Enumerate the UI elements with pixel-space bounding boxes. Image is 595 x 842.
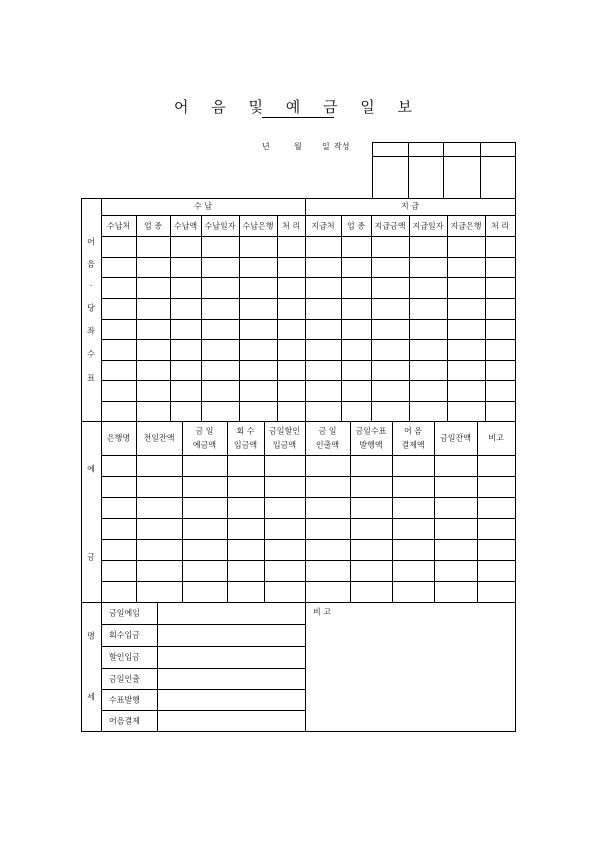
section2-column-header: 은행명 bbox=[106, 433, 131, 443]
approval-box-top bbox=[372, 142, 516, 143]
section2-column-header: 어 음 bbox=[404, 426, 422, 436]
section2-row-line bbox=[101, 539, 516, 540]
approval-box-line bbox=[408, 142, 409, 199]
section1-side-label-char: 수 bbox=[87, 349, 95, 359]
section2-top-line bbox=[81, 421, 516, 422]
section2-row-line bbox=[101, 518, 516, 519]
section2-column-header: 금일할인 bbox=[269, 426, 300, 436]
section2-column-line bbox=[305, 421, 306, 603]
section1-side-label-char: · bbox=[89, 281, 93, 291]
section2-column-header: 인출액 bbox=[315, 440, 340, 450]
receipt-column-header: 수납액 bbox=[173, 221, 198, 230]
section1-column-line bbox=[447, 215, 448, 422]
section1-row-line bbox=[101, 257, 516, 258]
section3-remarks-label: 비 고 bbox=[313, 607, 331, 617]
section3-row-label: 금일예입 bbox=[109, 608, 140, 618]
section2-column-line bbox=[264, 421, 265, 603]
receipt-column-header: 처 리 bbox=[282, 221, 300, 230]
section2-column-line bbox=[182, 421, 183, 603]
payment-column-header: 지급금액 bbox=[374, 221, 406, 230]
section2-column-line bbox=[434, 421, 435, 603]
section1-column-line bbox=[341, 215, 342, 422]
receipt-group-label: 수 납 bbox=[194, 201, 212, 211]
section3-row-label: 할인입금 bbox=[109, 652, 140, 662]
section2-column-header: 예금액 bbox=[192, 440, 217, 450]
section1-row-line bbox=[101, 339, 516, 340]
section2-side-label-char: 금 bbox=[87, 552, 95, 562]
date-year-label: 년 bbox=[262, 142, 270, 151]
payment-column-header: 처 리 bbox=[491, 221, 509, 230]
section3-row-line bbox=[101, 710, 306, 711]
section3-label-column-line bbox=[157, 602, 158, 732]
section3-row-line bbox=[101, 646, 306, 647]
section2-column-header: 회 수 bbox=[236, 426, 255, 436]
section2-row-line bbox=[101, 455, 516, 456]
section3-row-label: 수표발행 bbox=[109, 695, 140, 704]
section2-row-line bbox=[101, 581, 516, 582]
form-right-border bbox=[515, 198, 516, 732]
section2-column-line bbox=[227, 421, 228, 603]
section2-column-header: 비고 bbox=[488, 433, 504, 443]
section3-remarks-divider bbox=[305, 602, 306, 732]
section1-side-label-char: 당 bbox=[87, 303, 95, 313]
section3-row-line bbox=[101, 689, 306, 690]
section1-side-label-char: 표 bbox=[87, 373, 95, 383]
section2-column-line bbox=[477, 421, 478, 603]
payment-column-header: 지급은행 bbox=[450, 221, 482, 230]
date-day-label: 일 bbox=[322, 142, 330, 151]
receipt-column-header: 수납처 bbox=[106, 221, 131, 230]
section1-side-label-char: 좌 bbox=[87, 326, 95, 336]
date-written-label: 작성 bbox=[334, 142, 350, 151]
section2-column-line bbox=[392, 421, 393, 603]
approval-box-line bbox=[372, 142, 373, 199]
section1-side-label-char: 어 bbox=[87, 237, 95, 247]
section2-row-line bbox=[101, 560, 516, 561]
section3-row-label: 금일인출 bbox=[109, 674, 140, 683]
section2-column-header: 입금액 bbox=[233, 440, 258, 450]
section1-row-line bbox=[101, 360, 516, 361]
payment-column-header: 지급일자 bbox=[412, 221, 444, 230]
section2-column-header: 금 일 bbox=[195, 426, 214, 436]
section3-row-label: 회수입금 bbox=[109, 630, 140, 640]
title-underline bbox=[262, 117, 334, 118]
section1-group-header-line bbox=[101, 215, 516, 216]
section3-side-label-char: 명 bbox=[87, 631, 95, 641]
section1-row-line bbox=[101, 298, 516, 299]
section1-column-line bbox=[136, 215, 137, 422]
section2-column-line bbox=[136, 421, 137, 603]
section3-row-line bbox=[101, 668, 306, 669]
approval-box-line bbox=[480, 142, 481, 199]
section1-side-label-char: 음 bbox=[87, 259, 95, 269]
section3-row-label: 어음결제 bbox=[109, 716, 140, 725]
form-left-border bbox=[81, 198, 82, 732]
section1-row-line bbox=[101, 380, 516, 381]
form-bottom-border bbox=[81, 731, 516, 732]
section3-side-label-char: 세 bbox=[87, 692, 95, 702]
section1-column-line bbox=[239, 215, 240, 422]
approval-box-divider bbox=[372, 156, 516, 157]
section2-column-header: 발행액 bbox=[359, 440, 383, 450]
section3-row-line bbox=[101, 624, 306, 625]
section2-column-header: 전일잔액 bbox=[143, 433, 175, 443]
section1-row-line bbox=[101, 401, 516, 402]
date-month-label: 월 bbox=[294, 142, 302, 151]
section1-row-line bbox=[101, 319, 516, 320]
side-label-column-line bbox=[101, 198, 102, 732]
section1-column-line bbox=[409, 215, 410, 422]
receipt-column-header: 수납일자 bbox=[204, 221, 236, 230]
section2-side-label-char: 예 bbox=[87, 464, 95, 474]
form-top-border bbox=[81, 198, 516, 199]
section2-column-header: 금 일 bbox=[318, 426, 337, 436]
approval-box-line bbox=[515, 142, 516, 199]
section1-column-line bbox=[305, 198, 306, 422]
section2-column-header: 금일잔액 bbox=[440, 433, 471, 443]
section1-column-line bbox=[485, 215, 486, 422]
approval-box-line bbox=[443, 142, 444, 199]
section1-column-line bbox=[277, 215, 278, 422]
section1-column-line bbox=[201, 215, 202, 422]
payment-column-header: 지급처 bbox=[311, 221, 335, 230]
section1-row-line bbox=[101, 236, 516, 237]
section2-row-line bbox=[101, 497, 516, 498]
payment-group-label: 지 급 bbox=[401, 201, 419, 211]
section3-top-line bbox=[81, 602, 516, 603]
section2-column-header: 결제액 bbox=[401, 440, 425, 450]
section1-column-line bbox=[371, 215, 372, 422]
section2-column-header: 금일수표 bbox=[355, 426, 387, 436]
receipt-column-header: 수납은행 bbox=[242, 221, 274, 230]
section1-row-line bbox=[101, 277, 516, 278]
section2-column-line bbox=[350, 421, 351, 603]
section2-row-line bbox=[101, 476, 516, 477]
section2-column-header: 입금액 bbox=[272, 440, 297, 450]
payment-column-header: 업 종 bbox=[347, 221, 365, 230]
section1-column-line bbox=[170, 215, 171, 422]
document-title: 어 음 및 예 금 일 보 bbox=[173, 98, 422, 116]
receipt-column-header: 업 종 bbox=[144, 221, 162, 230]
